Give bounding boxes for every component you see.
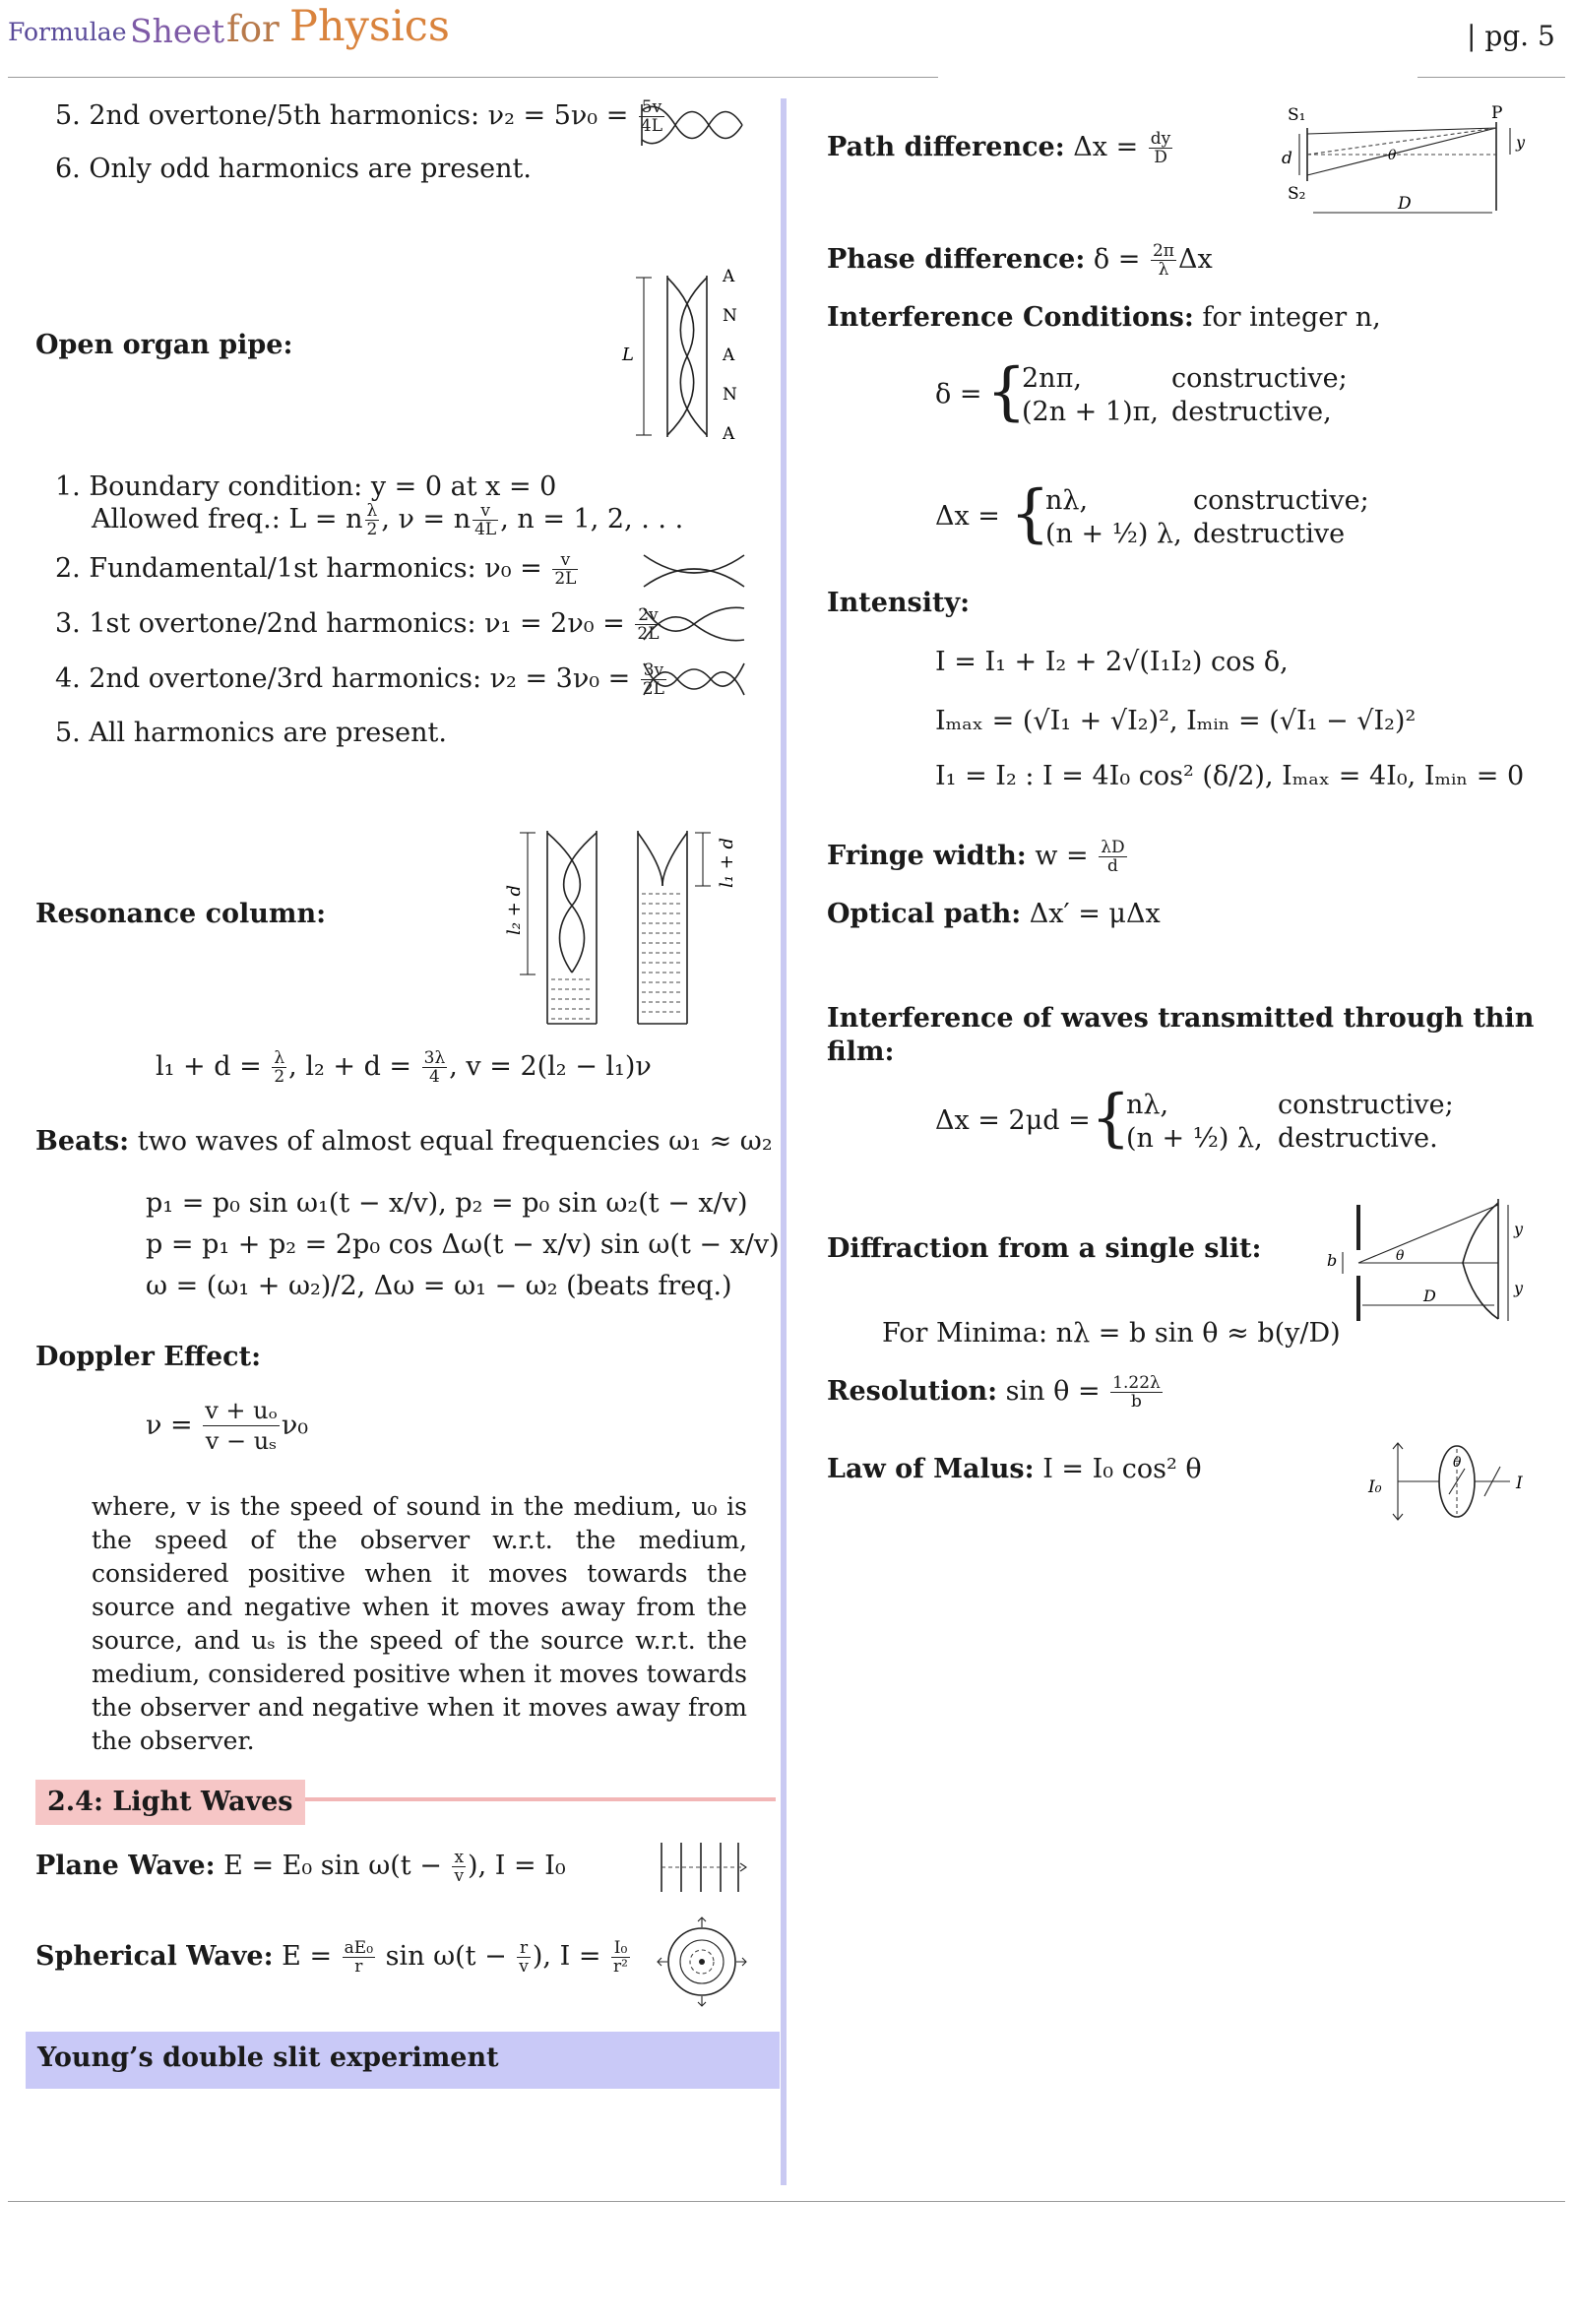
fraction: $\frac{1.22\lambda}{b}$ [1112,1373,1161,1412]
malus-diagram [1362,1439,1536,1524]
i0-label: I₀ [1368,1477,1382,1497]
light-section-heading: 2.4: Light Waves [35,1780,305,1825]
beats-equation-1: p₁ = p₀ sin ω₁(t − x/v), p₂ = p₀ sin ω₂(t − x/v) [146,1188,748,1219]
optical-path-line: Optical path: Δx′ = μΔx [827,899,1161,929]
fraction: $\frac{x}{v}$ [454,1848,465,1886]
minima-equation: For Minima: nλ = b sin θ ≈ b(y/D) [882,1318,1341,1349]
plane-wave-diagram [658,1841,748,1894]
d-label: d [1282,149,1292,168]
footer-rule [8,2201,1565,2202]
fraction: $\frac{3\lambda}{4}$ [423,1048,446,1087]
delta-cases: δ = { 2nπ, constructive; (2n + 1)π, destructive, [935,355,1348,428]
screen-distance-label: D [1398,194,1412,214]
fraction: $\frac{dy}{D}$ [1150,129,1171,167]
fraction: $\frac{3v}{2L}$ [642,660,664,699]
fraction: $\frac{\text{I₀}}{\text{r²}}$ [613,1938,628,1977]
open-pipe-item-5: 5. All harmonics are present. [55,718,447,748]
fifth-harmonic-diagram [640,102,744,148]
doppler-explanation: where, v is the speed of sound in the medium, u₀ is the speed of the observer w.r.t. the medium, considered positive when it moves towards the source and negative when it moves away from the source, and uₛ is the speed of the source w.r.t. the medium, considered positive when it moves towards the observer and negative when it moves away from the observer. [92,1492,747,1755]
header-word-sheet: Sheet [130,12,225,50]
harmonic-diagram-2 [642,604,746,644]
s2-label: S₂ [1288,184,1306,204]
pipe-length-label: L [622,345,634,365]
intensity-equation-3: I₁ = I₂ : I = 4I₀ cos² (δ/2), Iₘₐₓ = 4I₀, Iₘᵢₙ = 0 [935,761,1525,791]
thin-film-title: Interference of waves transmitted through thin film: [827,1003,1535,1067]
open-pipe-item-3: 3. 1st overtone/2nd harmonics: ν₁ = 2ν₀ = $\frac{2v}{2L}$ [55,605,660,644]
i-label: I [1516,1474,1523,1493]
dx-cases: Δx = { nλ, constructive; (n + ½) λ, destructive [935,477,1369,550]
fraction: $\frac{v}{2L}$ [554,550,577,589]
theta-label: θ [1396,1248,1405,1264]
l2-label: l₂ + d [504,884,525,935]
closed-pipe-item-6: 6. Only odd harmonics are present. [55,154,532,184]
fraction: $\frac{r}{v}$ [519,1938,529,1977]
fraction: $\frac{2v}{2L}$ [637,605,660,644]
open-pipe-title: Open organ pipe: [35,330,293,360]
beats-line: Beats: two waves of almost equal frequencies ω₁ ≈ ω₂ [35,1126,773,1157]
y-label: y [1516,133,1526,152]
thin-film-cases: Δx = 2μd = { nλ, constructive; (n + ½) λ, destructive. [935,1082,1454,1155]
open-pipe-item-1b: Allowed freq.: L = n $\frac{\lambda}{2}$ , ν = n $\frac{v}{4L}$ , n = 1, 2, . . . [92,501,684,539]
fraction: $\frac{\lambda}{2}$ [274,1048,285,1087]
header-word-physics: Physics [289,2,450,51]
column-divider [781,98,787,2185]
open-pipe-diagram [618,258,746,455]
theta-label: θ [1388,148,1397,163]
screen-distance-label: D [1423,1287,1436,1305]
fraction: $\frac{\lambda}{2}$ [366,501,378,539]
ydse-diagram [1270,102,1528,220]
header-word-for: for [226,8,280,50]
fraction: $\frac{\text{v + uₒ}}{\text{v − uₛ}}$ [205,1397,278,1455]
node-label: N [723,306,737,326]
open-pipe-item-4: 4. 2nd overtone/3rd harmonics: ν₂ = 3ν₀ = $\frac{3v}{2L}$ [55,660,664,699]
doppler-equation: ν = $\frac{\text{v + uₒ}}{\text{v − uₛ}}$ ν₀ [146,1397,309,1455]
page-header [8,2,1573,77]
node-label: N [723,385,737,405]
node-label: A [723,345,735,365]
resonance-column-diagram [500,827,746,1030]
header-rule-left [8,77,938,78]
harmonic-diagram-1 [642,551,746,591]
fraction: $\frac{5v}{4L}$ [640,97,663,136]
intensity-equation-1: I = I₁ + I₂ + 2√(I₁I₂) cos δ, [935,647,1289,677]
phase-difference-line: Phase difference: δ = $\frac{2\pi}{\lambda}$ Δx [827,241,1213,280]
interference-conditions-line: Interference Conditions: for integer n, [827,302,1381,333]
left-brace: { [986,355,1027,428]
slit-width-label: b [1327,1251,1338,1270]
malus-line: Law of Malus: I = I₀ cos² θ [827,1454,1202,1484]
diffraction-title: Diffraction from a single slit: [827,1233,1262,1264]
path-difference-line: Path difference: Δx = $\frac{dy}{D}$ [827,129,1171,167]
l1-label: l₁ + d [717,837,737,888]
left-brace: { [1091,1082,1131,1155]
y-label-lower: y [1514,1279,1524,1297]
resonance-title: Resonance column: [35,899,327,929]
open-pipe-item-2: 2. Fundamental/1st harmonics: ν₀ = $\frac{v}{2L}$ [55,550,577,589]
header-word-formulae: Formulae [8,18,127,46]
open-pipe-item-1a: 1. Boundary condition: y = 0 at x = 0 [55,471,557,502]
beats-equation-2: p = p₁ + p₂ = 2p₀ cos Δω(t − x/v) sin ω(t − x/v) [146,1229,780,1260]
theta-label: θ [1453,1455,1462,1471]
page-number: | pg. 5 [1467,20,1555,52]
y-label-upper: y [1514,1220,1524,1238]
beats-equation-3: ω = (ω₁ + ω₂)/2, Δω = ω₁ − ω₂ (beats freq.) [146,1271,732,1301]
resonance-equation: l₁ + d = $\frac{\lambda}{2}$ , l₂ + d = $\frac{3\lambda}{4}$ , v = 2(l₂ − l₁)ν [156,1048,652,1087]
spherical-wave-diagram [658,1917,746,2006]
doppler-title: Doppler Effect: [35,1342,262,1372]
fraction: $\frac{\lambda D}{d}$ [1101,838,1125,876]
young-section-heading: Young’s double slit experiment [26,2032,780,2089]
spherical-wave-line: Spherical Wave: E = $\frac{\text{aE₀}}{r}$ sin ω(t − $\frac{r}{v}$ ), I = $\frac{\text{I₀}}{\text{r²}}$ [35,1938,628,1977]
header-rule-right [1418,77,1565,78]
p-label: P [1491,103,1503,123]
closed-pipe-item-5: 5. 2nd overtone/5th harmonics: ν₂ = 5ν₀ = $\frac{5v}{4L}$ [55,97,663,136]
left-brace: { [1010,477,1050,550]
fraction: $\frac{\text{aE₀}}{r}$ [344,1938,374,1977]
intensity-equation-2: Iₘₐₓ = (√I₁ + √I₂)², Iₘᵢₙ = (√I₁ − √I₂)² [935,706,1417,736]
harmonic-diagram-3 [642,660,746,699]
resolution-line: Resolution: sin θ = $\frac{1.22\lambda}{b}$ [827,1373,1161,1412]
node-label: A [723,267,735,286]
s1-label: S₁ [1288,105,1306,125]
fraction: $\frac{2\pi}{\lambda}$ [1152,241,1174,280]
single-slit-diagram [1325,1195,1532,1323]
fraction: $\frac{v}{4L}$ [474,501,497,539]
node-label: A [723,424,735,444]
intensity-title: Intensity: [827,588,971,618]
fringe-width-line: Fringe width: w = $\frac{\lambda D}{d}$ [827,838,1125,876]
plane-wave-line: Plane Wave: E = E₀ sin ω(t − $\frac{x}{v}$ ), I = I₀ [35,1848,566,1886]
